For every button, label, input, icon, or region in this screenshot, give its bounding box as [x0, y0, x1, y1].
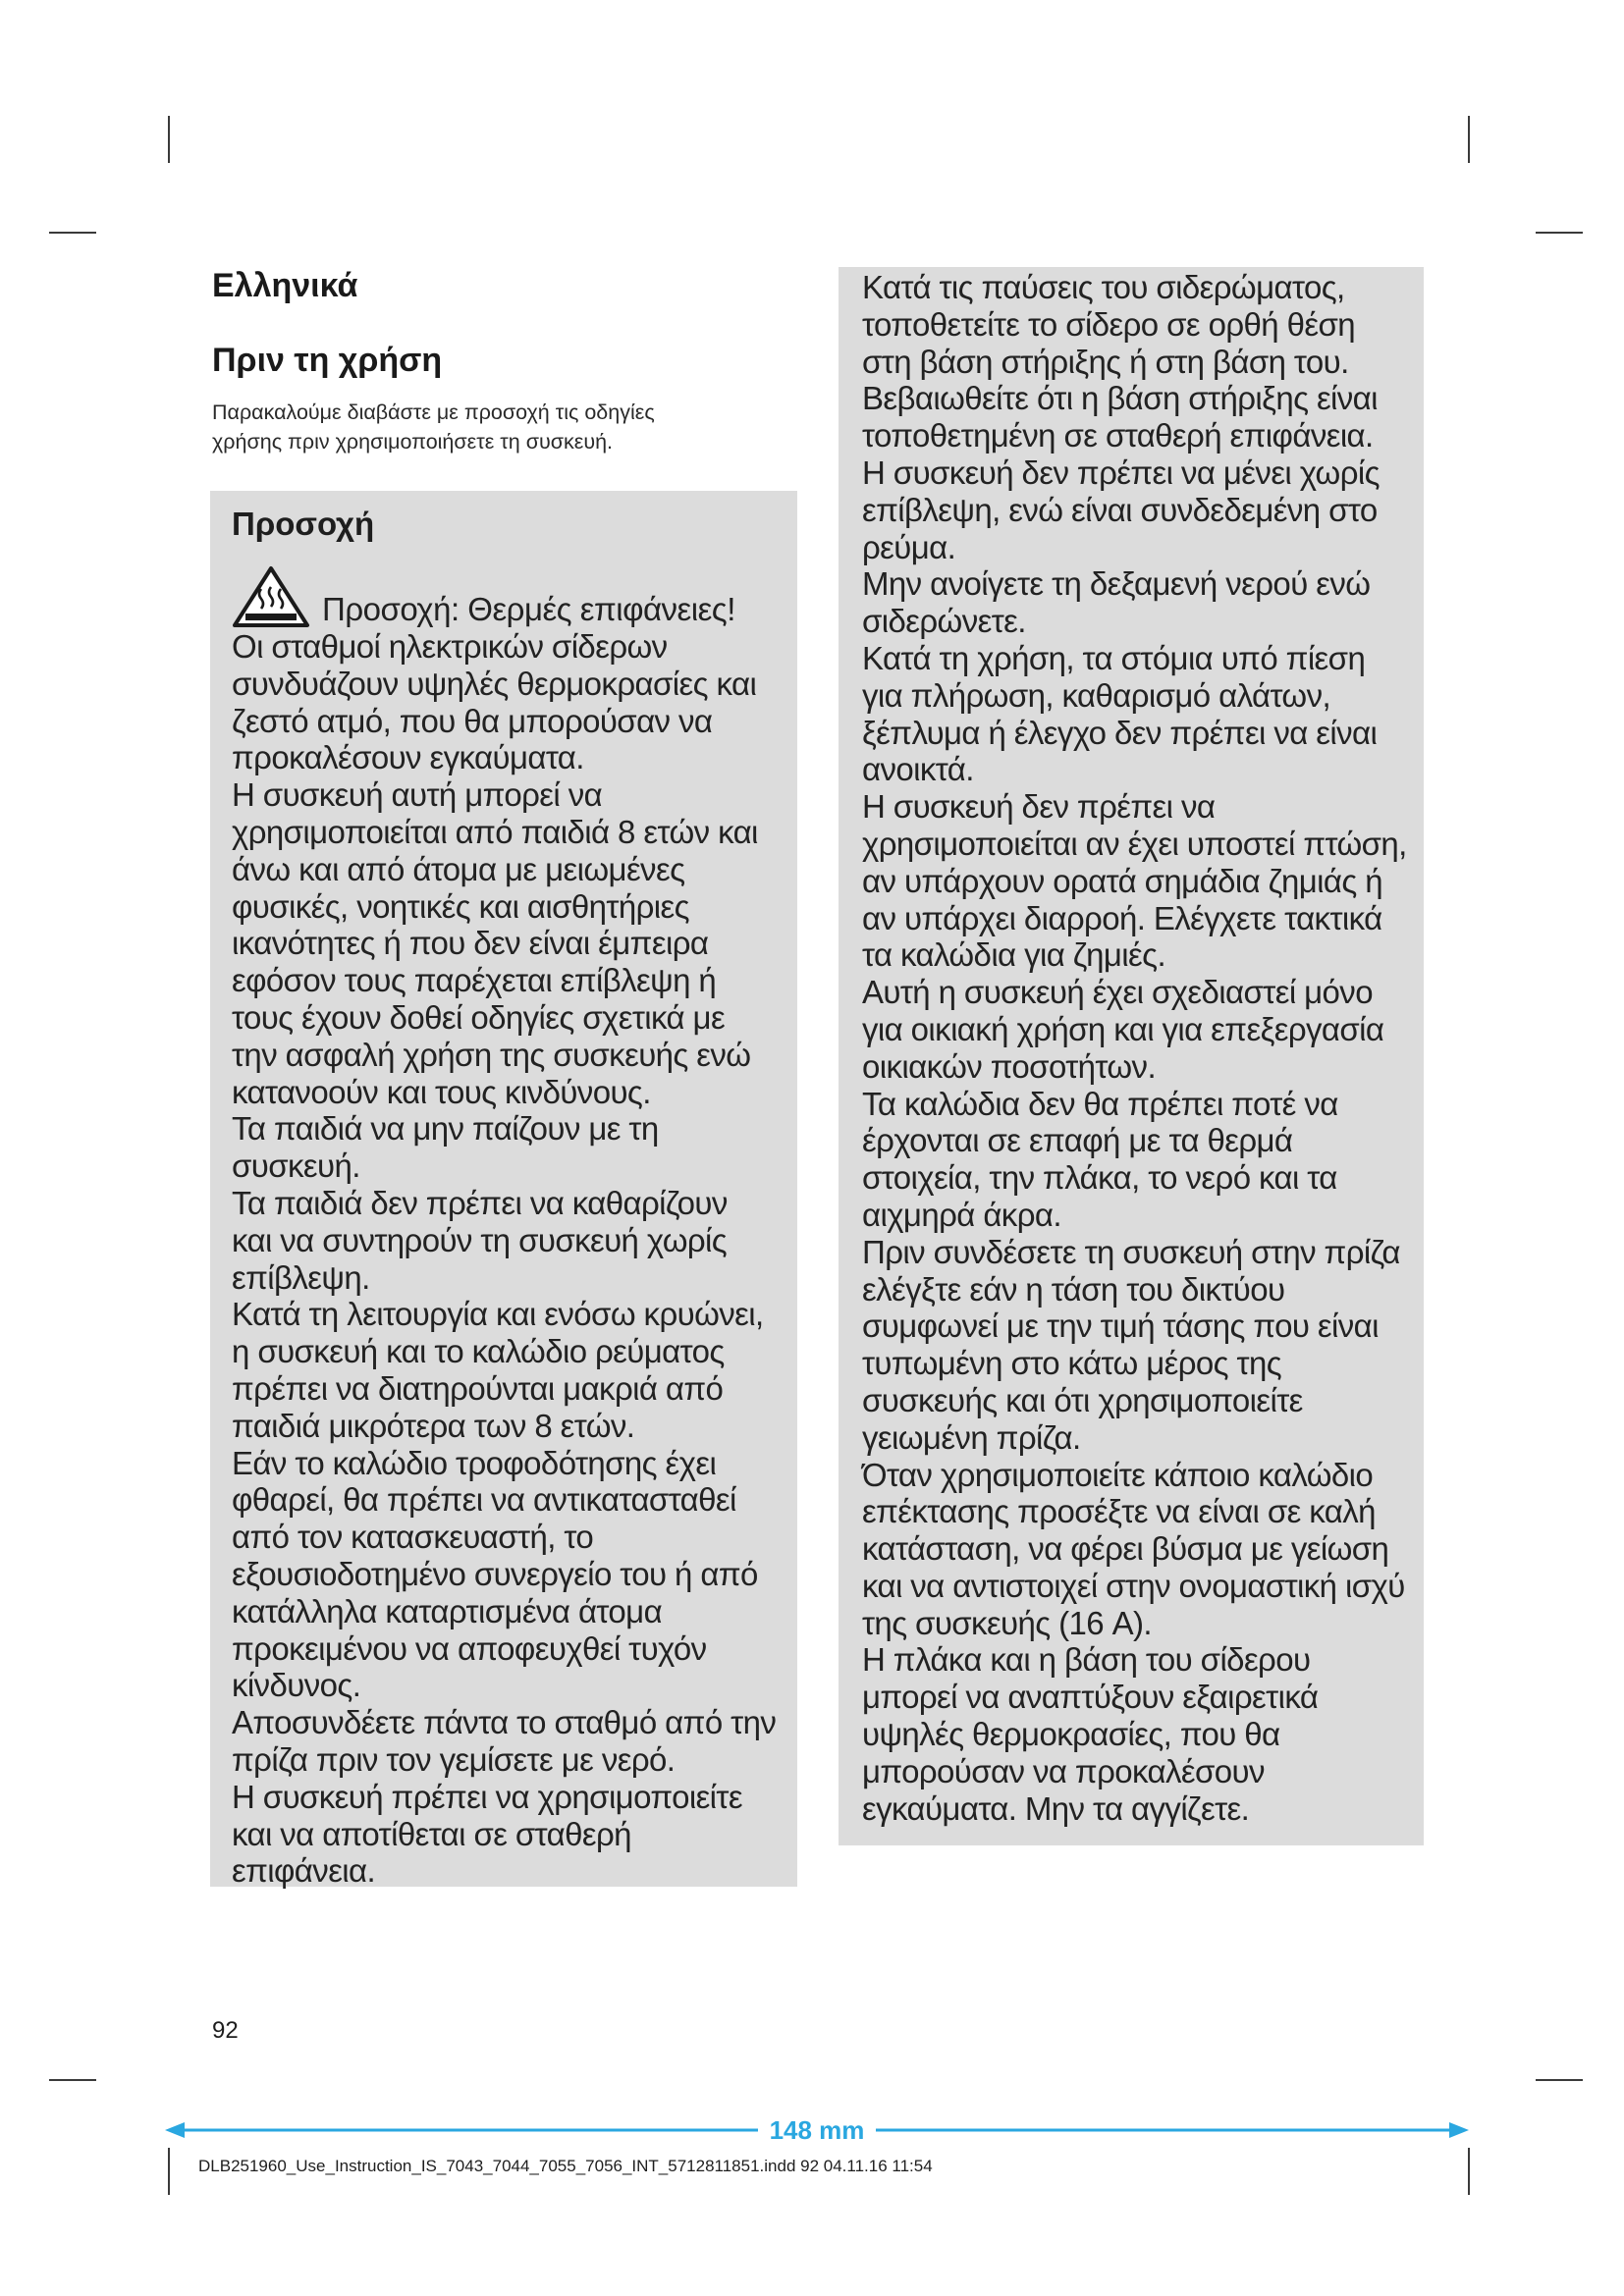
footer-slug: DLB251960_Use_Instruction_IS_7043_7044_7055_7056_INT_5712811851.indd 92 04.11.16 11:54	[198, 2157, 933, 2175]
warning-line: για οικιακή χρήση και για επεξεργασία	[862, 1010, 1384, 1047]
warning-paragraph	[862, 454, 1418, 565]
warning-line: συνδυάζουν υψηλές θερμοκρασίες και	[232, 665, 757, 702]
warning-line: αν υπάρχουν ορατά σημάδια ζημιάς ή	[862, 862, 1382, 899]
warning-line: και να αντιστοιχεί στην ονομαστική ισχύ	[862, 1567, 1405, 1604]
warning-line: για πλήρωση, καθαρισμό αλάτων,	[862, 676, 1331, 714]
warning-line: εγκαύματα. Μην τα αγγίζετε.	[862, 1789, 1250, 1827]
warning-line: Τα καλώδια δεν θα πρέπει ποτέ να	[862, 1085, 1338, 1122]
warning-line: άνω και από άτομα με μειωμένες	[232, 850, 685, 887]
warning-line: Μην ανοίγετε τη δεξαμενή νερού ενώ	[862, 565, 1371, 603]
warning-line: συσκευή.	[232, 1148, 360, 1185]
warning-line: κίνδυνος.	[232, 1667, 361, 1704]
warning-line: Οι σταθμοί ηλεκτρικών σίδερων	[232, 628, 668, 665]
warning-paragraph	[862, 974, 1418, 1085]
warning-line: Τα παιδιά να μην παίζουν με τη	[232, 1110, 659, 1148]
warning-line: προκειμένου να αποφευχθεί τυχόν	[232, 1629, 707, 1667]
warning-line: πρέπει να διατηρούνται μακριά από	[232, 1369, 724, 1407]
warning-line: Η συσκευή δεν πρέπει να μένει χωρίς	[862, 454, 1380, 491]
warning-line: πρίζα πριν τον γεμίσετε με νερό.	[232, 1740, 676, 1778]
warning-line: τοποθετημένη σε σταθερή επιφάνεια.	[862, 417, 1374, 454]
warning-line: εξουσιοδοτημένο συνεργείο του ή από	[232, 1555, 758, 1592]
warning-line: ρεύμα.	[862, 528, 956, 565]
warning-paragraph	[232, 1445, 789, 1705]
warning-line: χρησιμοποιείται αν έχει υποστεί πτώση,	[862, 825, 1407, 862]
left-column-paragraphs	[232, 628, 789, 1890]
warning-line: ανοικτά.	[862, 751, 974, 788]
warning-box-title: Προσοχή	[232, 506, 375, 542]
warning-line: υψηλές θερμοκρασίες, που θα	[862, 1716, 1280, 1753]
warning-line: επίβλεψη, ενώ είναι συνδεδεμένη στο	[862, 491, 1378, 528]
warning-line: από τον κατασκευαστή, το	[232, 1519, 594, 1556]
intro-text	[212, 398, 762, 456]
warning-line: αιχμηρά άκρα.	[862, 1196, 1061, 1233]
warning-paragraph	[862, 1234, 1418, 1457]
warning-line: προκαλέσουν εγκαύματα.	[232, 739, 584, 776]
warning-line: και να αποτίθεται σε σταθερή	[232, 1815, 631, 1852]
crop-mark	[49, 2079, 96, 2081]
warning-line: Η πλάκα και η βάση του σίδερου	[862, 1641, 1311, 1679]
warning-line: φυσικές, νοητικές και αισθητήριες	[232, 887, 689, 925]
warning-line: γειωμένη πρίζα.	[862, 1418, 1081, 1456]
warning-line: η συσκευή και το καλώδιο ρεύματος	[232, 1333, 725, 1370]
warning-line: Εάν το καλώδιο τροφοδότησης έχει	[232, 1444, 717, 1481]
warning-line: μπορούσαν να προκαλέσουν	[862, 1752, 1265, 1789]
crop-mark	[1468, 2148, 1470, 2195]
warning-line: ξέπλυμα ή έλεγχο δεν πρέπει να είναι	[862, 714, 1378, 751]
warning-line: συμφωνεί με την τιμή τάσης που είναι	[862, 1308, 1379, 1345]
warning-line: επέκτασης προσέξτε να είναι σε καλή	[862, 1493, 1376, 1530]
warning-line: Κατά τις παύσεις του σιδερώματος,	[862, 269, 1345, 305]
warning-paragraph	[862, 1086, 1418, 1234]
intro-line: Παρακαλούμε διαβάστε με προσοχή τις οδηγίες	[212, 400, 655, 424]
crop-mark	[49, 232, 96, 234]
warning-line: τα καλώδια για ζημιές.	[862, 936, 1166, 974]
hot-surface-warning	[232, 554, 789, 628]
crop-mark	[168, 116, 170, 163]
warning-box-right	[839, 267, 1424, 1845]
warning-line: Η συσκευή αυτή μπορεί να	[232, 776, 603, 814]
hot-surface-warning-text: Προσοχή: Θερμές επιφάνειες!	[322, 591, 735, 627]
warning-line: Αποσυνδέετε πάντα το σταθμό από την	[232, 1704, 777, 1741]
right-column-paragraphs	[862, 267, 1418, 1827]
warning-paragraph	[232, 1185, 789, 1296]
warning-paragraph	[862, 640, 1418, 788]
warning-line: Κατά τη χρήση, τα στόμια υπό πίεση	[862, 639, 1366, 676]
warning-paragraph	[862, 788, 1418, 974]
crop-mark	[1468, 116, 1470, 163]
warning-line: κατανοούν και τους κινδύνους.	[232, 1073, 651, 1110]
warning-line: χρησιμοποιείται από παιδιά 8 ετών και	[232, 813, 758, 850]
warning-line: της συσκευής (16 A).	[862, 1604, 1152, 1641]
warning-paragraph	[232, 1704, 789, 1779]
warning-line: κατάλληλα καταρτισμένα άτομα	[232, 1592, 663, 1629]
warning-line: έρχονται σε επαφή με τα θερμά	[862, 1122, 1293, 1159]
warning-line: συσκευής και ότι χρησιμοποιείτε	[862, 1381, 1303, 1418]
warning-paragraph	[232, 776, 789, 1110]
warning-line: Τα παιδιά δεν πρέπει να καθαρίζουν	[232, 1184, 728, 1221]
warning-line: τυπωμένη στο κάτω μέρος της	[862, 1345, 1282, 1382]
warning-line: επιφάνεια.	[232, 1852, 376, 1890]
warning-line: στοιχεία, την πλάκα, το νερό και τα	[862, 1159, 1337, 1197]
warning-line: ζεστό ατμό, που θα μπορούσαν να	[232, 702, 713, 739]
crop-mark	[1536, 232, 1583, 234]
warning-line: Αυτή η συσκευή έχει σχεδιαστεί μόνο	[862, 974, 1373, 1011]
warning-paragraph	[862, 1457, 1418, 1642]
hot-surface-warning-icon	[232, 565, 310, 628]
intro-line: χρήσης πριν χρησιμοποιήσετε τη συσκευή.	[212, 430, 614, 454]
warning-line: τους έχουν δοθεί οδηγίες σχετικά με	[232, 998, 726, 1036]
crop-mark	[1536, 2079, 1583, 2081]
warning-paragraph	[232, 1779, 789, 1890]
warning-line: φθαρεί, θα πρέπει να αντικατασταθεί	[232, 1481, 736, 1519]
warning-paragraph	[862, 565, 1418, 640]
warning-line: ελέγξτε εάν η τάση του δικτύου	[862, 1270, 1285, 1308]
warning-line: Πριν συνδέσετε τη συσκευή στην πρίζα	[862, 1233, 1400, 1270]
warning-line: μπορεί να αναπτύξουν εξαιρετικά	[862, 1679, 1319, 1716]
dimension-label: 148 mm	[758, 2112, 876, 2148]
warning-line: Κατά τη λειτουργία και ενόσω κρυώνει,	[232, 1296, 764, 1333]
warning-line: ικανότητες ή που δεν είναι έμπειρα	[232, 925, 709, 962]
warning-line: επίβλεψη.	[232, 1258, 370, 1296]
warning-line: την ασφαλή χρήση της συσκευής ενώ	[232, 1036, 751, 1073]
section-heading: Πριν τη χρήση	[212, 342, 443, 379]
warning-line: Η συσκευή δεν πρέπει να	[862, 788, 1216, 826]
crop-mark	[168, 2148, 170, 2195]
warning-line: στη βάση στήριξης ή στη βάση του.	[862, 343, 1349, 380]
warning-line: οικιακών ποσοτήτων.	[862, 1047, 1157, 1085]
warning-paragraph	[862, 267, 1418, 454]
warning-line: κατάσταση, να φέρει βύσμα με γείωση	[862, 1530, 1389, 1568]
warning-line: αν υπάρχει διαρροή. Ελέγχετε τακτικά	[862, 899, 1382, 936]
warning-box-left	[210, 491, 797, 1890]
warning-line: Βεβαιωθείτε ότι η βάση στήριξης είναι	[862, 380, 1378, 417]
warning-paragraph	[232, 1296, 789, 1444]
warning-paragraph	[862, 1641, 1418, 1827]
warning-line: τοποθετείτε το σίδερο σε ορθή θέση	[862, 305, 1355, 343]
warning-line: Όταν χρησιμοποιείτε κάποιο καλώδιο	[862, 1456, 1374, 1493]
warning-paragraph	[232, 628, 789, 776]
warning-paragraph	[232, 1110, 789, 1185]
language-heading: Ελληνικά	[212, 267, 358, 304]
warning-line: παιδιά μικρότερα των 8 ετών.	[232, 1407, 635, 1444]
warning-line: Η συσκευή πρέπει να χρησιμοποιείτε	[232, 1778, 742, 1815]
warning-line: σιδερώνετε.	[862, 603, 1026, 640]
warning-line: εφόσον τους παρέχεται επίβλεψη ή	[232, 962, 717, 999]
page-number: 92	[212, 2017, 239, 2044]
warning-line: και να συντηρούν τη συσκευή χωρίς	[232, 1221, 728, 1258]
